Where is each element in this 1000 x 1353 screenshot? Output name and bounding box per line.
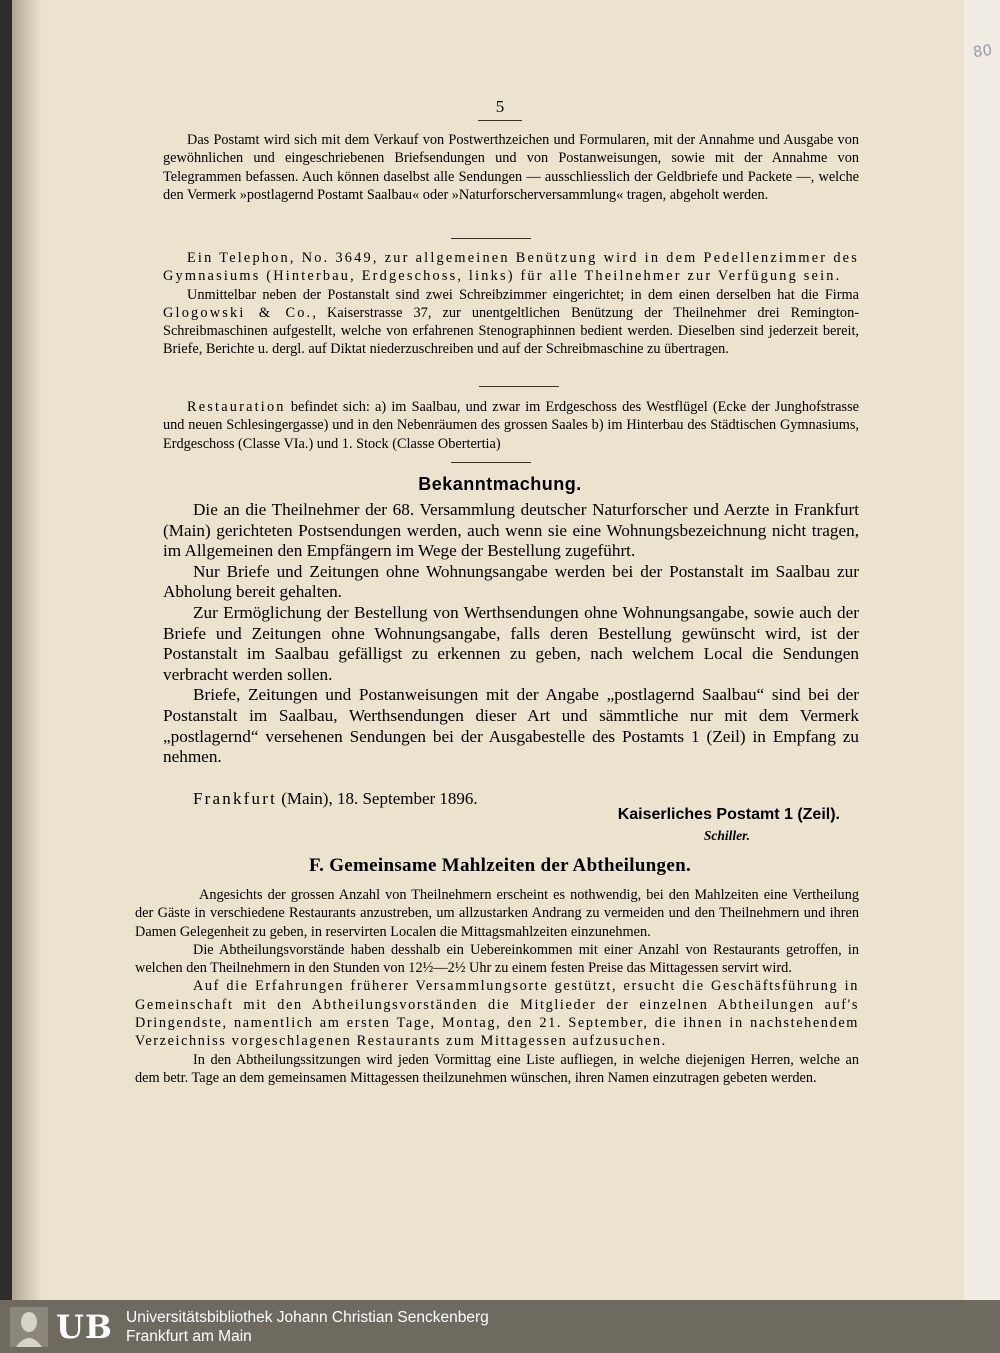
announcement-paragraph: Zur Ermöglichung der Bestellung von Werthsendungen ohne Wohnungsangabe, sowie auch der Briefe und Zeitungen ohne Wohnungsangabe, falls deren Bestellung gewünscht wird, ist der Postanstalt im Saalbau gefälligst zu erkennen zu geben, nach welchem Local die Sendungen verbracht werden sollen. — [163, 602, 859, 684]
announcement-title: Bekanntmachung. — [418, 474, 582, 494]
date-rest: (Main), 18. September 1896. — [277, 789, 478, 808]
announcement-paragraph: Nur Briefe und Zeitungen ohne Wohnungsangabe werden bei der Postanstalt im Saalbau zur Abholung bereit gehalten. — [163, 561, 859, 602]
section-divider — [451, 238, 531, 239]
restaurant-paragraph — [163, 398, 859, 453]
signature-office: Kaiserliches Postamt 1 (Zeil). — [617, 806, 840, 823]
library-name-line2: Frankfurt am Main — [126, 1328, 252, 1345]
post-office-paragraph: Das Postamt wird sich mit dem Verkauf von Postwerthzeichen und Formularen, mit der Annahme und Ausgabe von gewöhnlichen und eingeschriebenen Briefsendungen und von Postanweisungen, sowie mit der Annahme von Telegrammen befassen. Auch können daselbst alle Sendungen — ausschliesslich der Geldbriefe und Packete —, welche den Vermerk »postlagernd Postamt Saalbau« oder »Naturforscherversammlung« tragen, abgeholt werden. — [163, 132, 859, 203]
library-name-line1: Universitätsbibliothek Johann Christian Senckenberg — [126, 1309, 489, 1326]
scan-edge-left — [0, 0, 12, 1300]
section-f-body — [135, 886, 859, 1087]
meals-paragraph: Auf die Erfahrungen früherer Versammlungsorte gestützt, ersucht die Geschäftsführung in Gemeinschaft mit den Abtheilungsvorständen die Mitglieder der einzelnen Abtheilungen auf's Dringendste, namentlich am ersten Tage, Montag, den 21. September, die ihnen in nachstehendem Verzeichniss vorgeschlagenen Restaurants zum Mittagessen aufzusuchen. — [135, 978, 859, 1050]
writing-rooms-text-cont: , Kaiserstrasse 37, zur unentgeltlichen Benützung der Theilnehmer drei Remington-Schreibmaschinen aufgestellt, welche von erfahrenen Stenographinnen bedient werden. Dieselben sind jederzeit bereit, Briefe, Berichte u. dergl. auf Diktat niederzuschreiben und auf der Schreibmaschine zu übertragen. — [163, 304, 859, 358]
announcement-body — [163, 500, 859, 768]
portrait-icon — [10, 1307, 48, 1347]
meals-paragraph: Die Abtheilungsvorstände haben desshalb ein Uebereinkommen mit einer Anzahl von Restaurants getroffen, in welchen den Theilnehmern in den Stunden von 12½—2½ Uhr zu einem festen Preise das Mittagessen servirt wird. — [135, 941, 859, 977]
restaurant-label: Restauration — [187, 399, 286, 415]
ub-logo-text: UB — [56, 1308, 113, 1346]
section-divider — [479, 386, 559, 387]
spine-shadow — [12, 0, 42, 1300]
meals-paragraph: In den Abtheilungssitzungen wird jeden Vormittag eine Liste aufliegen, in welche diejenigen Herren, welche an dem betr. Tage an dem gemeinsamen Mittagessen theilzunehmen wünschen, ihren Namen einzutragen gebeten werden. — [135, 1051, 859, 1086]
restaurant-text: befindet sich: a) im Saalbau, und zwar im Erdgeschoss des Westflügel (Ecke der Junghofstrasse und neuen Schlesingergasse) und in den Nebenräumen des grossen Saales b) im Hinterbau des Städtischen Gymnasiums, Erdgeschoss (Classe VIa.) und 1. Stock (Classe Obertertia) — [163, 399, 859, 452]
date-place: Frankfurt — [193, 789, 278, 808]
writing-rooms-paragraph — [163, 286, 859, 359]
library-footer — [0, 1300, 1000, 1353]
scan-margin-right — [964, 0, 1000, 1300]
announcement-date — [193, 789, 478, 809]
post-office-section — [163, 131, 859, 204]
pencil-annotation: 80 — [971, 40, 994, 62]
ub-logo — [10, 1307, 116, 1347]
restaurant-section — [163, 398, 859, 453]
section-divider — [451, 462, 531, 463]
section-f-title: F. Gemeinsame Mahlzeiten der Abtheilungen. — [308, 855, 692, 876]
library-name — [126, 1308, 489, 1346]
signature-name: Schiller. — [703, 828, 750, 843]
writing-rooms-text: Unmittelbar neben der Postanstalt sind zwei Schreibzimmer eingerichtet; in dem einen derselben hat die Firma — [187, 286, 859, 303]
announcement-paragraph: Briefe, Zeitungen und Postanweisungen mit der Angabe „postlagernd Saalbau“ sind bei der Postanstalt im Saalbau, Werthsendungen dieser Art und sämmtliche nur mit dem Vermerk „postlagernd“ versehenen Sendungen bei der Ausgabestelle des Postamts 1 (Zeil) in Empfang zu nehmen. — [163, 685, 859, 767]
telephone-paragraph: Ein Telephon, No. 3649, zur allgemeinen Benützung wird in dem Pedellenzimmer des Gymnasiums (Hinterbau, Erdgeschoss, links) für alle Theilnehmer zur Verfügung sein. — [163, 250, 859, 285]
telephone-section — [163, 249, 859, 359]
meals-paragraph: Angesichts der grossen Anzahl von Theilnehmern erscheint es nothwendig, bei den Mahlzeiten eine Vertheilung der Gäste in verschiedene Restaurants anzustreben, um allzustarken Andrang zu vermeiden und den Theilnehmern und ihren Damen Gelegenheit zu geben, in reservirten Localen die Mittagsmahlzeiten einzunehmen. — [135, 887, 859, 940]
firm-name: Glogowski & Co. — [163, 304, 313, 321]
announcement-paragraph: Die an die Theilnehmer der 68. Versammlung deutscher Naturforscher und Aerzte in Frankfurt (Main) gerichteten Postsendungen werden, auch wenn sie eine Wohnungsbezeichnung nicht tragen, im Allgemeinen den Empfängern im Wege der Bestellung zugeführt. — [163, 500, 859, 561]
page-number: 5 — [495, 97, 505, 116]
page-number-rule — [478, 120, 522, 121]
